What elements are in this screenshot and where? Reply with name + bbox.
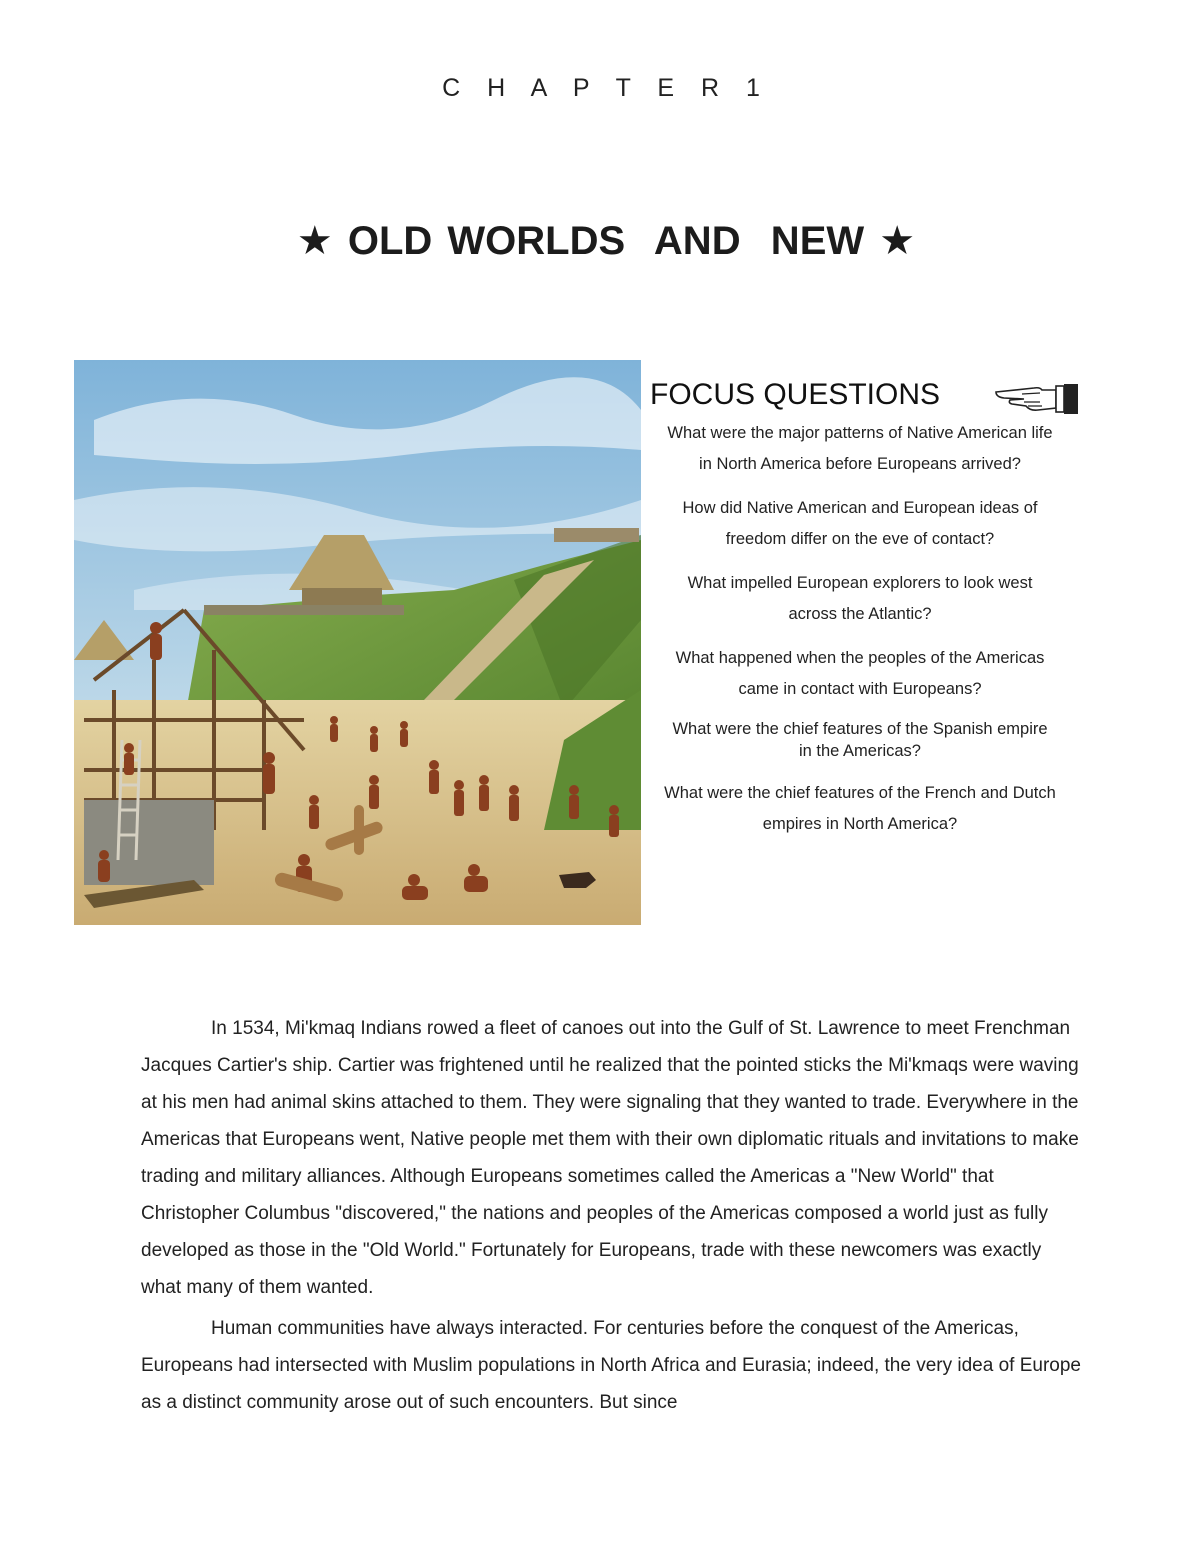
pointing-hand-icon xyxy=(994,378,1080,414)
focus-question-6: What were the chief features of the French and Dutch empires in North America? xyxy=(664,784,1056,833)
chapter-body xyxy=(141,1010,1081,1425)
chapter-label: C H A P T E R 1 xyxy=(442,74,770,102)
body-paragraph-2: Human communities have always interacted. For centuries before the conquest of the Americas, Europeans had intersected with Muslim populations in North Africa and Eurasia; indeed, the very idea of Europe as a distinct community arose out of such encounters. But since xyxy=(141,1318,1081,1413)
focus-question-5: What were the chief features of the Spanish empire in the Americas? xyxy=(672,720,1048,760)
chapter-title xyxy=(0,218,1200,264)
star-icon: ★ xyxy=(879,219,916,263)
focus-heading-text: FOCUS QUESTIONS xyxy=(650,378,941,411)
focus-question-3: What impelled European explorers to look west across the Atlantic? xyxy=(687,574,1033,623)
temple-wall xyxy=(302,588,382,606)
focus-question-2: How did Native American and European ideas of freedom differ on the eve of contact? xyxy=(682,499,1038,548)
chapter-title-text: OLD WORLDS AND NEW xyxy=(347,219,865,263)
focus-question-4: What happened when the peoples of the Americas came in contact with Europeans? xyxy=(675,649,1045,698)
palisade xyxy=(554,528,639,542)
focus-questions-panel xyxy=(640,378,1080,853)
focus-question-1: What were the major patterns of Native American life in North America before Europeans arrived? xyxy=(667,424,1053,473)
mound-settlement-painting xyxy=(74,360,641,925)
body-paragraph-1: In 1534, Mi'kmaq Indians rowed a fleet of canoes out into the Gulf of St. Lawrence to meet Frenchman Jacques Cartier's ship. Cartier was frightened until he realized that the pointed sticks the Mi'kmaqs were waving at his men had animal skins attached to them. They were signaling that they wanted to trade. Everywhere in the Americas that Europeans went, Native people met them with their own diplomatic rituals and invitations to make trading and military alliances. Although Europeans sometimes called the Americas a "New World" that Christopher Columbus "discovered," the nations and peoples of the Americas composed a world just as fully developed as those in the "Old World." Fortunately for Europeans, trade with these newcomers was exactly what many of them wanted. xyxy=(141,1018,1079,1298)
focus-heading xyxy=(650,378,1080,418)
star-icon: ★ xyxy=(296,219,333,263)
palisade xyxy=(204,605,404,615)
chapter-illustration xyxy=(74,360,641,925)
